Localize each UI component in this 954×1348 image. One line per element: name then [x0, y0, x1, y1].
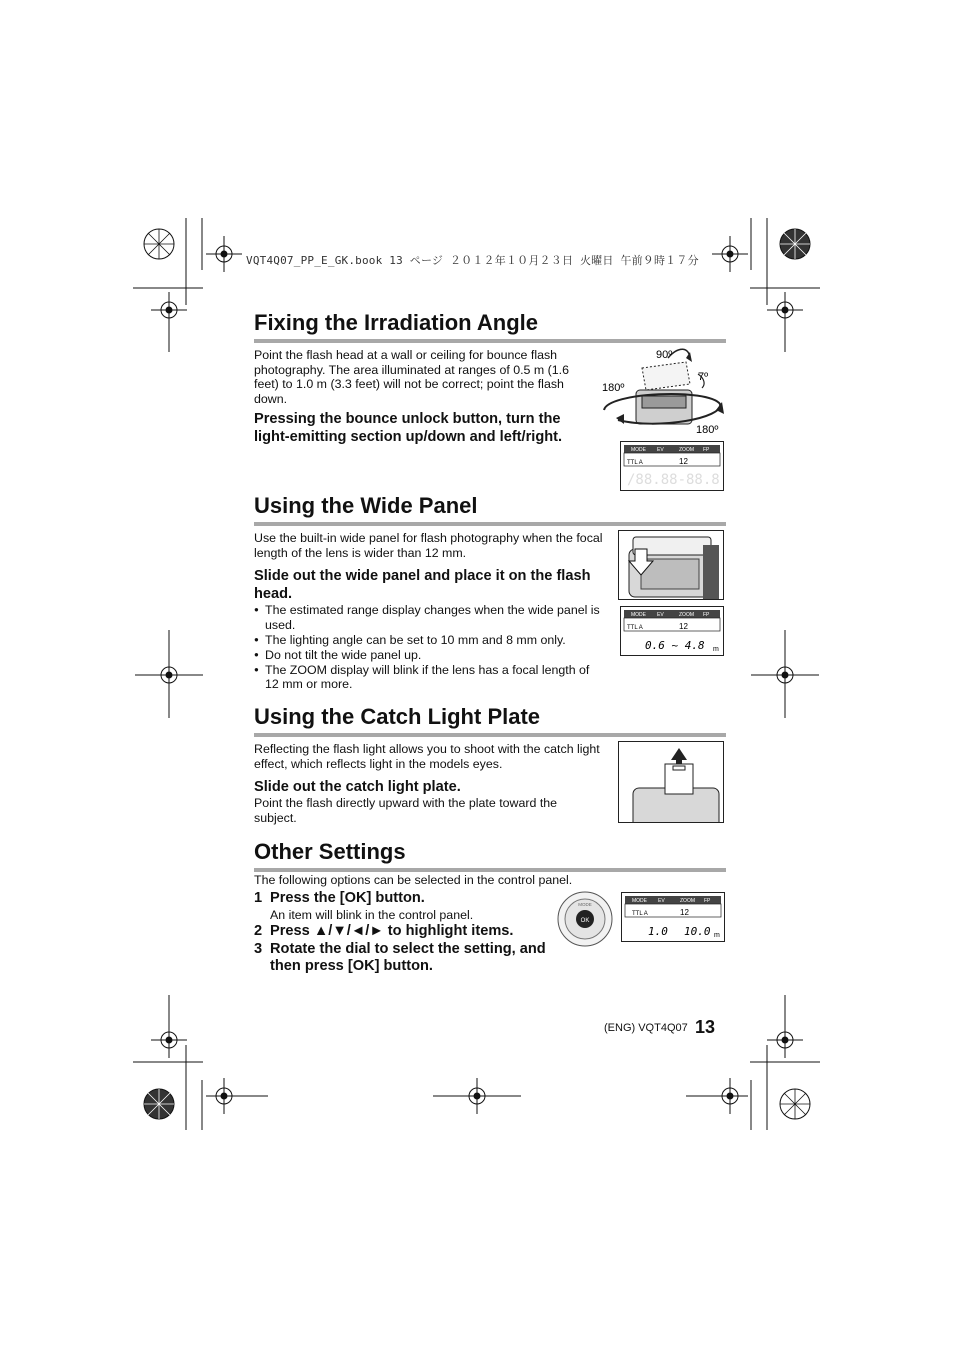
control-dial-illustration — [556, 890, 614, 948]
note-item: ● The ZOOM display will blink if the lens has a focal length of 12 mm or more. — [254, 663, 606, 692]
lcd-panel-1 — [620, 441, 724, 491]
footer-code: (ENG) VQT4Q07 — [604, 1022, 688, 1034]
section-title-catch-light: Using the Catch Light Plate — [254, 704, 541, 729]
step-3: 3 Rotate the dial to select the setting, and then press [OK] button. — [254, 941, 546, 974]
catch-light-illustration — [618, 741, 724, 823]
section-rule — [254, 868, 726, 872]
section-title-irradiation: Fixing the Irradiation Angle — [254, 310, 538, 335]
svg-text:OK: OK — [580, 918, 590, 924]
section-rule — [254, 522, 726, 526]
svg-text:FP: FP — [703, 612, 710, 618]
svg-text:12: 12 — [680, 908, 689, 917]
lcd-zoom: 12 — [679, 457, 688, 466]
svg-text:MODE: MODE — [632, 898, 647, 904]
lcd-panel-2 — [620, 606, 724, 656]
svg-text:EV: EV — [657, 612, 664, 618]
svg-text:/88.88-88.8: /88.88-88.8 — [627, 472, 720, 488]
svg-text:FP: FP — [703, 447, 710, 453]
svg-text:10.0: 10.0 — [684, 925, 711, 938]
section-rule — [254, 339, 726, 343]
lcd-mode: TTL A — [627, 460, 643, 466]
note-item: ● The lighting angle can be set to 10 mm and 8 mm only. — [254, 633, 606, 648]
svg-text:TTL A: TTL A — [627, 625, 643, 631]
svg-text:m: m — [713, 646, 719, 653]
svg-text:MODE: MODE — [631, 447, 646, 453]
catch-light-instruction: Slide out the catch light plate. — [254, 779, 461, 795]
svg-text:ZOOM: ZOOM — [680, 898, 695, 904]
note-item: ● The estimated range display changes when the wide panel is used. — [254, 603, 606, 632]
note-item: ● Do not tilt the wide panel up. — [254, 648, 606, 663]
svg-text:12: 12 — [679, 622, 688, 631]
wide-panel-notes — [254, 603, 606, 693]
bounce-angle-illustration — [598, 344, 728, 438]
print-header: VQT4Q07_PP_E_GK.book 13 ページ ２０１２年１０月２３日 火曜日 午前９時１７分 — [246, 254, 699, 267]
section-title-wide-panel: Using the Wide Panel — [254, 493, 478, 518]
step-1-sub: An item will blink in the control panel. — [270, 908, 474, 922]
irradiation-instruction: Pressing the bounce unlock button, turn the light-emitting section up/down and left/right. — [254, 411, 563, 445]
catch-light-body: Reflecting the flash light allows you to shoot with the catch light effect, which reflects light in the models eyes. — [254, 742, 600, 771]
svg-text:MODE: MODE — [631, 612, 646, 618]
wide-panel-instruction: Slide out the wide panel and place it on the flash head. — [254, 568, 591, 602]
svg-text:1.0: 1.0 — [648, 925, 668, 938]
page-number: 13 — [695, 1017, 716, 1037]
irradiation-body: Point the flash head at a wall or ceiling for bounce flash photography. The area illuminated at ranges of 0.5 m (1.6 feet) to 1.0 m (3.3 feet) will not be correct; point the flash down. — [254, 348, 570, 406]
catch-light-note: Point the flash directly upward with the plate toward the subject. — [254, 796, 558, 825]
angle-left-label: 180º — [602, 382, 625, 394]
svg-text:TTL A: TTL A — [632, 911, 648, 917]
lcd-range: 0.6 ~ 4.8 — [645, 639, 705, 652]
wide-panel-body: Use the built-in wide panel for flash photography when the focal length of the lens is wider than 12 mm. — [254, 531, 603, 560]
angle-down-label: 7º — [698, 371, 709, 383]
svg-text:EV: EV — [658, 898, 665, 904]
lcd-panel-3 — [621, 892, 725, 942]
other-settings-intro: The following options can be selected in the control panel. — [254, 873, 573, 887]
angle-up-label: 90º — [656, 349, 673, 361]
svg-text:m: m — [714, 932, 720, 939]
svg-text:ZOOM: ZOOM — [679, 447, 694, 453]
wide-panel-illustration — [618, 530, 724, 600]
svg-text:FP: FP — [704, 898, 711, 904]
svg-text:ZOOM: ZOOM — [679, 612, 694, 618]
section-rule — [254, 733, 726, 737]
angle-right-label: 180º — [696, 424, 719, 436]
step-1: 1 Press the [OK] button. — [254, 890, 425, 906]
svg-text:MODE: MODE — [578, 902, 592, 907]
section-title-other-settings: Other Settings — [254, 839, 406, 864]
step-2: 2 Press ▲/▼/◄/► to highlight items. — [254, 923, 514, 939]
svg-text:EV: EV — [657, 447, 664, 453]
